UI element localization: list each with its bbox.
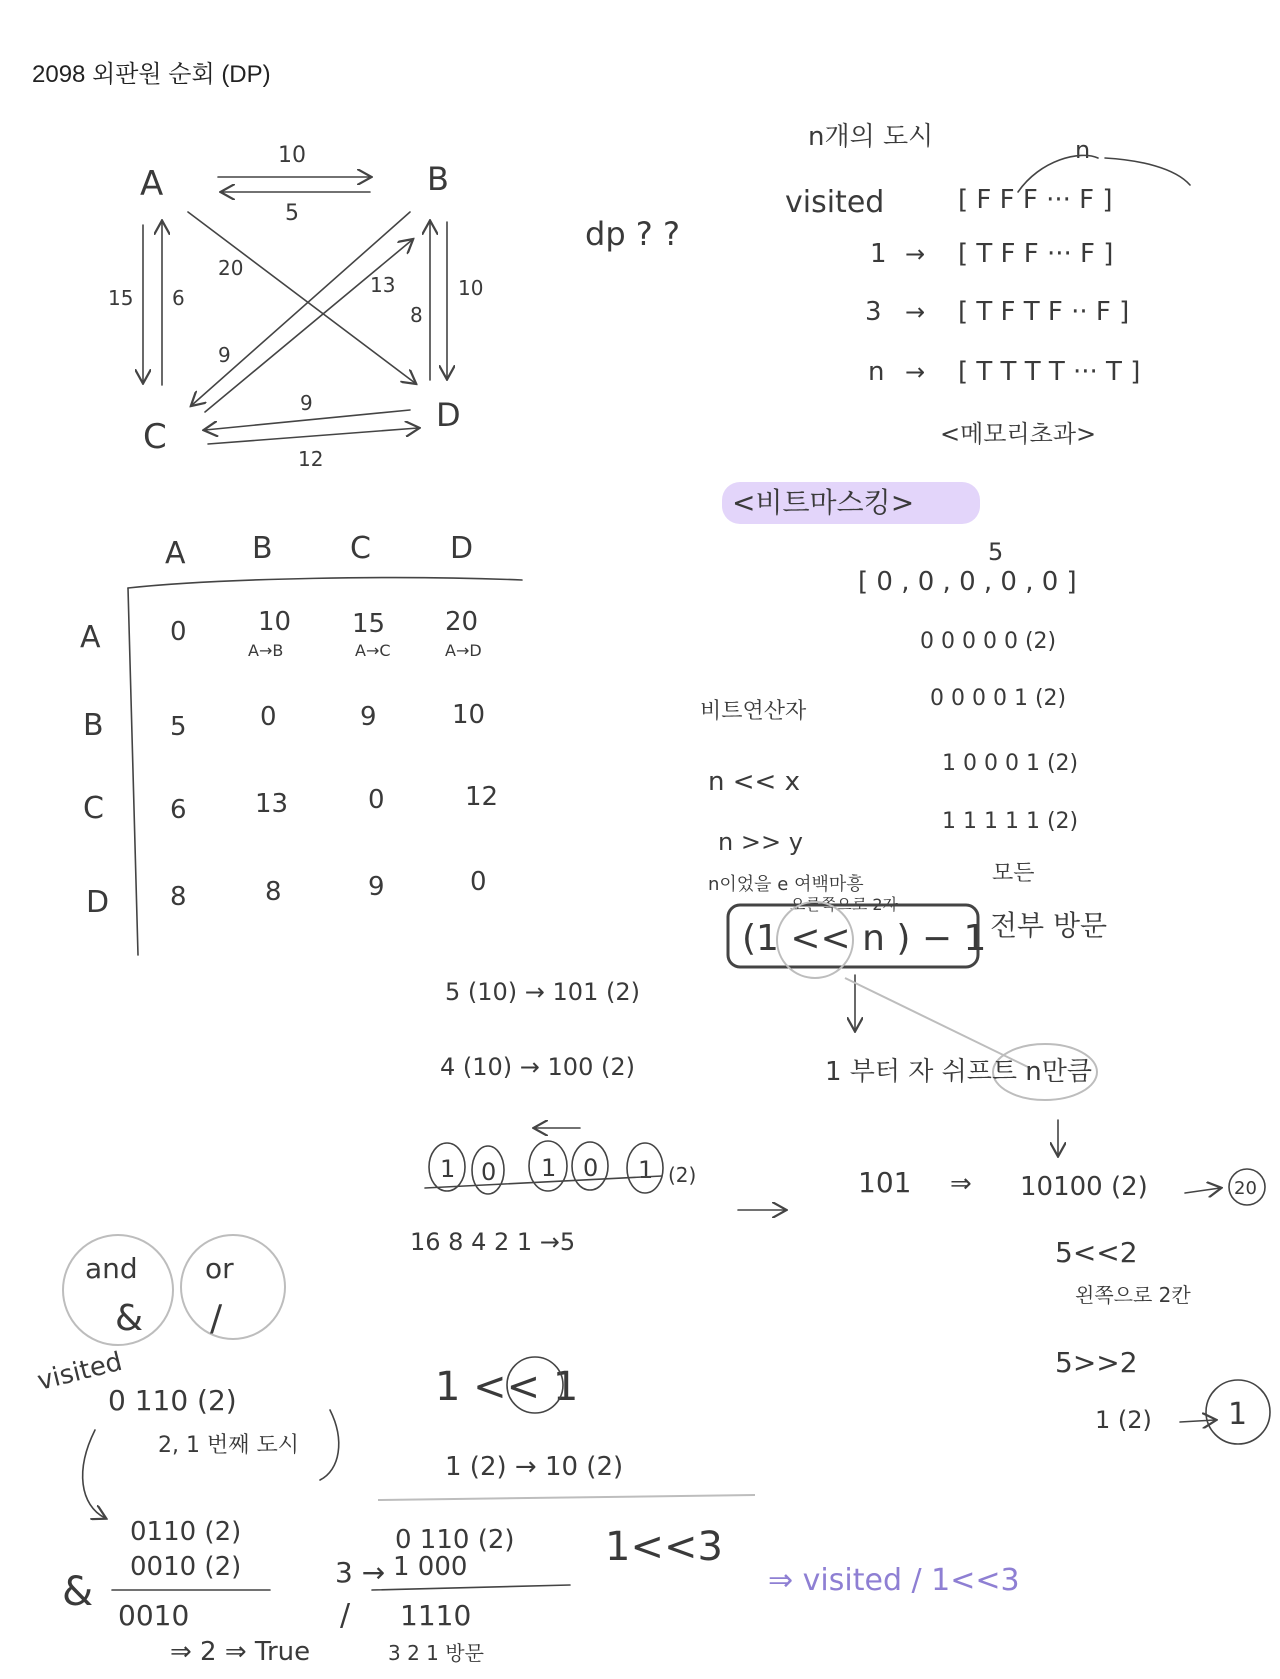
or-result: 1110 [400, 1599, 472, 1632]
example-result: 20 [1234, 1178, 1257, 1199]
edge-label-bd: 10 [458, 276, 484, 300]
cell-b-d: 10 [452, 700, 486, 730]
edge-label-bc: 9 [218, 343, 231, 367]
place-value-digits [410, 1141, 696, 1256]
binary-row-0: 0 0 0 0 0 (2) [920, 629, 1057, 654]
conversion-2: 4 (10) → 100 (2) [440, 1053, 635, 1081]
row-label-b: B [83, 708, 104, 743]
cell-c-b: 13 [255, 789, 289, 819]
visited-row-3: [ T T T T ··· T ] [958, 357, 1141, 387]
or-symbol: / [210, 1298, 223, 1339]
distance-table [80, 531, 522, 955]
or-operand-a: 0 110 (2) [395, 1525, 515, 1555]
edge-label-cd: 12 [298, 447, 324, 471]
place-digit-1: 0 [481, 1158, 497, 1186]
page-title: 2098 외판원 순회 (DP) [32, 61, 271, 88]
and-or-section [34, 1235, 1019, 1667]
cell-c-d: 12 [465, 782, 499, 812]
city-graph [108, 143, 483, 471]
cell-a-d: 20 [445, 607, 479, 637]
or-prefix: 3 → [335, 1556, 386, 1589]
node-d: D [436, 396, 461, 434]
edge-label-ca: 15 [108, 286, 134, 310]
shift-note-1: n이었을 e 여백마흥 [708, 874, 864, 895]
one-to-ten: 1 (2) → 10 (2) [445, 1452, 624, 1482]
visited-n-label: n [1075, 136, 1091, 164]
example-src: 101 [858, 1166, 912, 1199]
cell-d-b: 8 [265, 877, 282, 907]
arrow-glyph: → [905, 240, 926, 268]
or-label: or [205, 1252, 234, 1285]
and-result: 0010 [118, 1599, 190, 1632]
row-label-a: A [80, 620, 101, 655]
table-left-rule [128, 588, 138, 955]
example-dst: 10100 (2) [1020, 1172, 1148, 1202]
cell-a-a: 0 [170, 617, 187, 647]
all-note: 모든 [992, 861, 1035, 886]
cell-b-b: 0 [260, 702, 277, 732]
visited-notes [785, 122, 1190, 448]
binary-row-3: 1 1 1 1 1 (2) [942, 809, 1079, 834]
col-header-b: B [252, 531, 273, 566]
and-conclusion: ⇒ 2 ⇒ True [170, 1637, 311, 1667]
implies-glyph: ⇒ [950, 1169, 972, 1199]
conversion-1: 5 (10) → 101 (2) [445, 978, 640, 1006]
bitmask-array: [ 0 , 0 , 0 , 0 , 0 ] [858, 567, 1077, 597]
binary-row-2: 1 0 0 0 1 (2) [942, 751, 1079, 776]
cell-d-a: 8 [170, 882, 187, 912]
cell-c-a: 6 [170, 795, 187, 825]
rshift-example: 5>>2 [1055, 1346, 1138, 1379]
one-shift-three: 1<<3 [605, 1524, 723, 1570]
table-top-rule [128, 578, 522, 588]
cell-b-c: 9 [360, 702, 377, 732]
visited-value: 0 110 (2) [108, 1384, 237, 1417]
visited-row-2-label: 3 [865, 297, 882, 327]
visited-label-2: visited [34, 1346, 126, 1397]
bitmask-five: 5 [988, 538, 1004, 566]
city-note: 2, 1 번째 도시 [158, 1433, 299, 1458]
dp-note: dp ? ? [585, 215, 680, 253]
row-label-d: D [86, 885, 110, 920]
visited-header: n개의 도시 [808, 122, 934, 152]
edge-c-d [208, 428, 418, 444]
edge-label-ac: 6 [172, 286, 185, 310]
place-digit-3: 0 [583, 1154, 599, 1182]
bitmask-section [410, 482, 1270, 1444]
and-operand-a: 0110 (2) [130, 1517, 242, 1547]
visited-row-1-label: 1 [870, 239, 887, 269]
cell-b-a: 5 [170, 712, 187, 742]
col-header-a: A [165, 536, 186, 571]
visited-row-1: [ T F F ··· F ] [958, 239, 1114, 269]
row-label-c: C [83, 791, 104, 826]
place-suffix: (2) [668, 1163, 697, 1187]
edge-label-db: 8 [410, 303, 423, 327]
bitmask-heading: <비트마스킹> [732, 486, 915, 519]
cell-a-b: 10 [258, 607, 292, 637]
visited-row-2: [ T F T F ·· F ] [958, 297, 1130, 327]
cell-d-c: 9 [368, 872, 385, 902]
cell-c-c: 0 [368, 785, 385, 815]
visited-expression: ⇒ visited / 1<<3 [768, 1563, 1020, 1598]
shift-note-2: 오른쪽으로 2자 [790, 895, 899, 914]
edge-label-ba: 5 [285, 201, 299, 226]
visited-label: visited [785, 185, 885, 220]
rshift-result-bin: 1 (2) [1095, 1406, 1152, 1434]
cell-a-b-sub: A→B [248, 641, 284, 660]
visited-row-3-label: n [868, 357, 885, 387]
place-digit-0: 1 [440, 1155, 456, 1183]
arrow-glyph: → [905, 358, 926, 386]
and-symbol-2: & [62, 1569, 94, 1615]
node-a: A [140, 164, 164, 204]
binary-row-1: 0 0 0 0 1 (2) [930, 686, 1067, 711]
and-label: and [85, 1252, 138, 1285]
arrow-glyph: → [905, 298, 926, 326]
lshift-example: 5<<2 [1055, 1236, 1138, 1269]
and-symbol: & [115, 1298, 144, 1339]
one-shift-one: 1 << 1 [435, 1364, 579, 1410]
formula-note: 전부 방문 [990, 909, 1108, 942]
edge-label-ab: 10 [278, 143, 306, 168]
left-shift: n << x [708, 767, 800, 797]
rshift-result: 1 [1228, 1397, 1248, 1432]
lshift-note: 왼쪽으로 2칸 [1075, 1283, 1191, 1307]
cell-a-d-sub: A→D [445, 641, 482, 660]
visited-row-0: [ F F F ··· F ] [958, 185, 1113, 215]
formula: (1 << n ) − 1 [742, 918, 987, 959]
place-values: 16 8 4 2 1 →5 [410, 1228, 576, 1256]
cell-a-c: 15 [352, 609, 386, 639]
place-digit-2: 1 [541, 1154, 557, 1182]
from-one-note: 1 부터 자 쉬프트 n만큼 [825, 1057, 1093, 1087]
node-c: C [143, 417, 167, 457]
or-operand-b: 1 000 [393, 1552, 468, 1582]
operator-label: 비트연산자 [700, 699, 807, 724]
edge-b-c [192, 212, 410, 405]
col-header-d: D [450, 531, 474, 566]
and-operand-b: 0010 (2) [130, 1552, 242, 1582]
or-result-note: 3 2 1 방문 [388, 1641, 484, 1665]
edge-label-ad: 20 [218, 256, 244, 280]
brace-right [1105, 158, 1190, 185]
right-shift: n >> y [718, 828, 803, 856]
col-header-c: C [350, 531, 371, 566]
place-digit-4: 1 [638, 1156, 654, 1184]
edge-label-cb: 13 [370, 273, 396, 297]
cell-d-d: 0 [470, 867, 487, 897]
edge-label-dc: 9 [300, 391, 313, 415]
memory-note: <메모리초과> [940, 420, 1097, 448]
or-slash: / [340, 1598, 351, 1633]
node-b: B [427, 160, 449, 198]
cell-a-c-sub: A→C [355, 641, 391, 660]
